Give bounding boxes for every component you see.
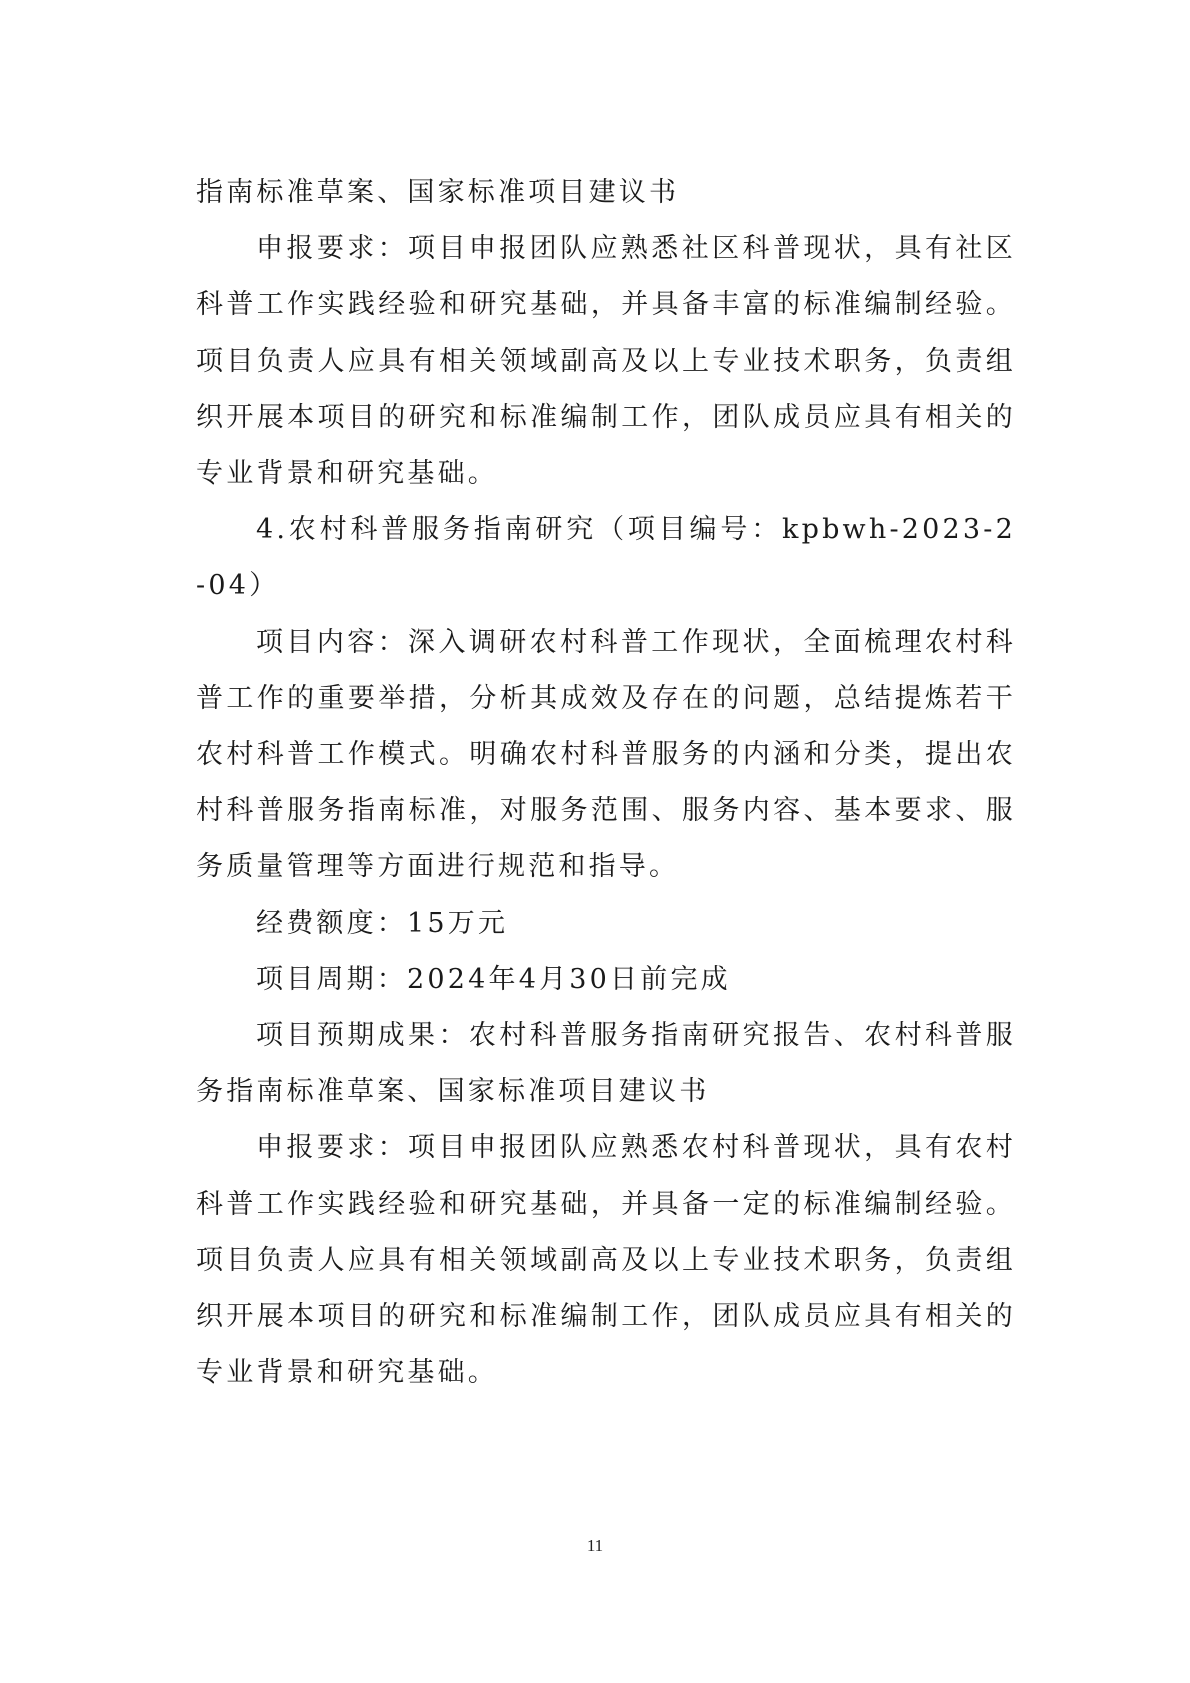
paragraph-project-content: 项目内容：深入调研农村科普工作现状，全面梳理农村科普工作的重要举措，分析其成效及存在的问题，总结提炼若干农村科普工作模式。明确农村科普服务的内涵和分类，提出农村科普服务指南标准，对服务范围、服务内容、基本要求、服务质量管理等方面进行规范和指导。 <box>196 626 1016 883</box>
page-number: 11 <box>586 1536 604 1555</box>
section-heading-rural-science-service: 4.农村科普服务指南研究（项目编号：kpbwh-2023-2-04） <box>196 514 1016 602</box>
paragraph-expected-results: 项目预期成果：农村科普服务指南研究报告、农村科普服务指南标准草案、国家标准项目建议书 <box>196 1020 1016 1108</box>
document-body <box>196 165 1016 1401</box>
paragraph-funding-amount: 经费额度：15万元 <box>256 907 509 939</box>
paragraph-project-period: 项目周期：2024年4月30日前完成 <box>256 963 731 995</box>
paragraph-previous-deliverables-continuation: 指南标准草案、国家标准项目建议书 <box>196 177 680 208</box>
paragraph-community-application-requirements: 申报要求：项目申报团队应熟悉社区科普现状，具有社区科普工作实践经验和研究基础，并具备丰富的标准编制经验。项目负责人应具有相关领域副高及以上专业技术职务，负责组织开展本项目的研究和标准编制工作，团队成员应具有相关的专业背景和研究基础。 <box>196 233 1016 490</box>
paragraph-rural-application-requirements: 申报要求：项目申报团队应熟悉农村科普现状，具有农村科普工作实践经验和研究基础，并具备一定的标准编制经验。项目负责人应具有相关领域副高及以上专业技术职务，负责组织开展本项目的研究和标准编制工作，团队成员应具有相关的专业背景和研究基础。 <box>196 1132 1016 1389</box>
